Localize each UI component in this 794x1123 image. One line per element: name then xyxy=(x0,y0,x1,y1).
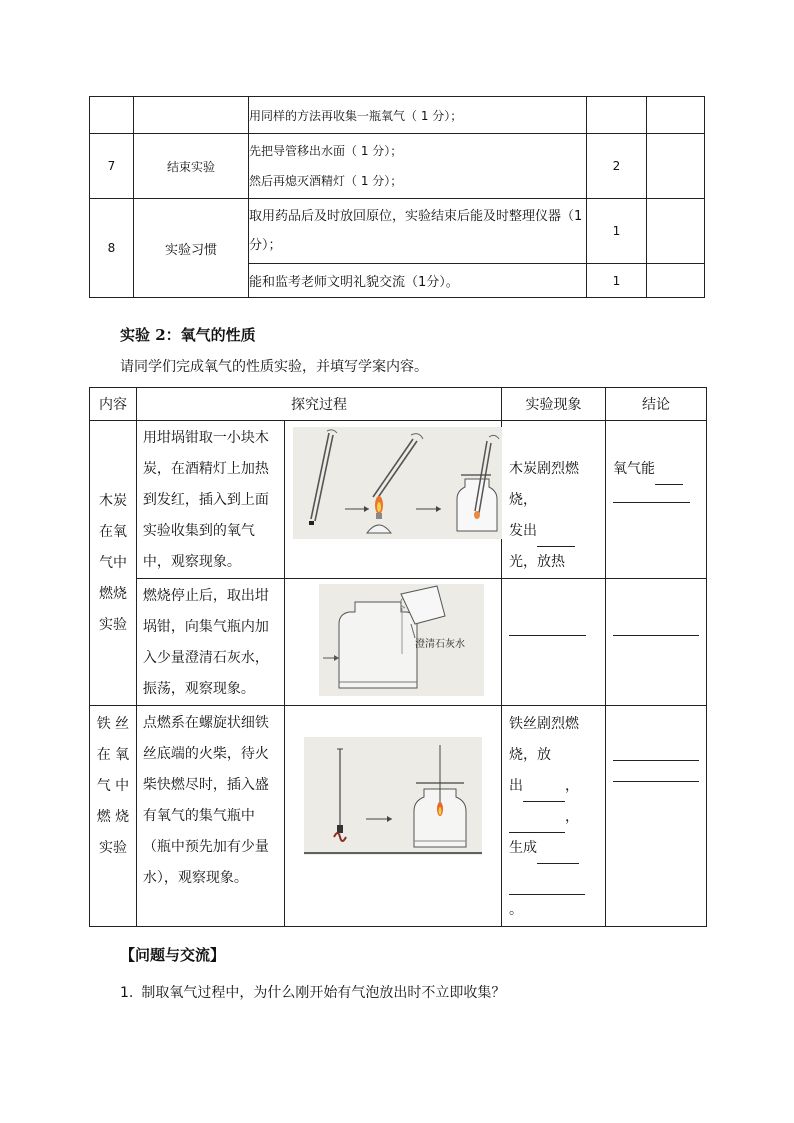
step-number: 7 xyxy=(90,134,134,199)
score-cell: 1 xyxy=(587,199,647,264)
question-1 xyxy=(120,982,505,1002)
question-text: 制取氧气过程中，为什么刚开始有气泡放出时不立即收集？ xyxy=(141,985,506,1001)
table-header-row xyxy=(90,388,707,421)
step-number xyxy=(90,97,134,134)
label-line: 实验 xyxy=(98,616,127,633)
observation-text: 光，放热 xyxy=(509,554,566,570)
limewater-illustration xyxy=(319,584,484,696)
label-line: 在氧 xyxy=(98,523,127,540)
observation-text: 烧，放 xyxy=(509,747,552,763)
table-row xyxy=(90,97,705,134)
limewater-observation xyxy=(502,579,606,706)
header-phenomenon: 实验现象 xyxy=(502,388,606,421)
header-conclusion: 结论 xyxy=(605,388,706,421)
rubric-table xyxy=(89,96,705,298)
section-title: 实验 2：氧气的性质 xyxy=(120,326,256,344)
question-number: 1. xyxy=(120,985,134,1001)
label-line: 木炭 xyxy=(98,492,127,509)
step-name: 实验习惯 xyxy=(134,199,249,298)
criteria-item: 取用药品后及时放回原位，实验结束后能及时整理仪器（1分）； xyxy=(249,199,587,264)
answer-blank[interactable] xyxy=(509,634,586,636)
label-line: 燃烧 xyxy=(98,585,127,602)
answer-blank[interactable] xyxy=(613,780,699,782)
label-line: 燃 烧 xyxy=(96,809,130,825)
answer-blank[interactable] xyxy=(655,466,683,485)
observation-text: 生成 xyxy=(509,840,538,856)
answer-blank[interactable] xyxy=(613,634,699,636)
iron-wire-illustration xyxy=(304,737,482,855)
charcoal-label xyxy=(90,421,137,706)
limewater-label: 澄清石灰水 xyxy=(415,639,465,650)
qa-heading: 【问题与交流】 xyxy=(120,946,226,964)
observation-text: 木炭剧烈燃烧， xyxy=(509,461,580,508)
criteria-item: 能和监考老师文明礼貌交流（1分）。 xyxy=(249,264,587,298)
observation-text: 发出 xyxy=(509,523,538,539)
label-line: 在 氧 xyxy=(96,747,130,763)
score-cell: 1 xyxy=(587,264,647,298)
answer-blank[interactable] xyxy=(523,783,565,802)
step-name xyxy=(134,97,249,134)
observation-text: ， xyxy=(565,809,580,825)
step-number: 8 xyxy=(90,199,134,298)
criteria-item: 然后再熄灭酒精灯（ 1 分）； xyxy=(249,174,403,188)
charcoal-burning-illustration xyxy=(293,427,502,539)
label-line: 气 中 xyxy=(96,778,130,794)
conclusion-text: 氧气能 xyxy=(612,461,655,477)
label-line: 气中 xyxy=(98,554,127,571)
observation-text: 铁丝剧烈燃 xyxy=(509,716,580,732)
iron-conclusion xyxy=(605,706,706,927)
empty-cell xyxy=(647,134,705,199)
iron-observation xyxy=(502,706,606,927)
answer-blank[interactable] xyxy=(509,814,565,833)
charcoal-observation xyxy=(502,421,606,579)
section-intro: 请同学们完成氧气的性质实验，并填写学案内容。 xyxy=(120,359,428,375)
criteria-item: 先把导管移出水面（ 1 分）； xyxy=(249,144,403,158)
criteria-item: 用同样的方法再收集一瓶氧气（ 1 分）； xyxy=(249,108,463,123)
answer-blank[interactable] xyxy=(537,845,579,864)
score-cell xyxy=(587,97,647,134)
answer-blank[interactable] xyxy=(613,501,690,503)
observation-text: ， xyxy=(565,778,580,794)
criteria-cell xyxy=(249,134,587,199)
table-row xyxy=(90,199,705,264)
header-process: 探究过程 xyxy=(136,388,501,421)
iron-step: 点燃系在螺旋状细铁丝底端的火柴，待火柴快燃尽时，插入盛有氧气的集气瓶中（瓶中预先加有少量水），观察现象。 xyxy=(136,706,284,927)
label-line: 铁 丝 xyxy=(96,716,130,732)
charcoal-conclusion xyxy=(605,421,706,579)
charcoal-step2: 燃烧停止后，取出坩埚钳，向集气瓶内加入少量澄清石灰水，振荡，观察现象。 xyxy=(136,579,284,706)
iron-label xyxy=(90,706,137,927)
label-line: 实验 xyxy=(98,840,127,856)
score-cell: 2 xyxy=(587,134,647,199)
charcoal-step1: 用坩埚钳取一小块木炭，在酒精灯上加热到发红，插入到上面实验收集到的氧气中，观察现象。 xyxy=(136,421,284,579)
answer-blank[interactable] xyxy=(509,876,585,895)
table-row xyxy=(90,134,705,199)
empty-cell xyxy=(647,199,705,264)
observation-text: 出 xyxy=(509,778,524,794)
empty-cell xyxy=(647,264,705,298)
observation-text: 。 xyxy=(509,902,524,918)
limewater-conclusion xyxy=(605,579,706,706)
criteria-cell xyxy=(249,97,587,134)
header-content: 内容 xyxy=(90,388,137,421)
answer-blank[interactable] xyxy=(537,528,575,547)
step-name: 结束实验 xyxy=(134,134,249,199)
empty-cell xyxy=(647,97,705,134)
